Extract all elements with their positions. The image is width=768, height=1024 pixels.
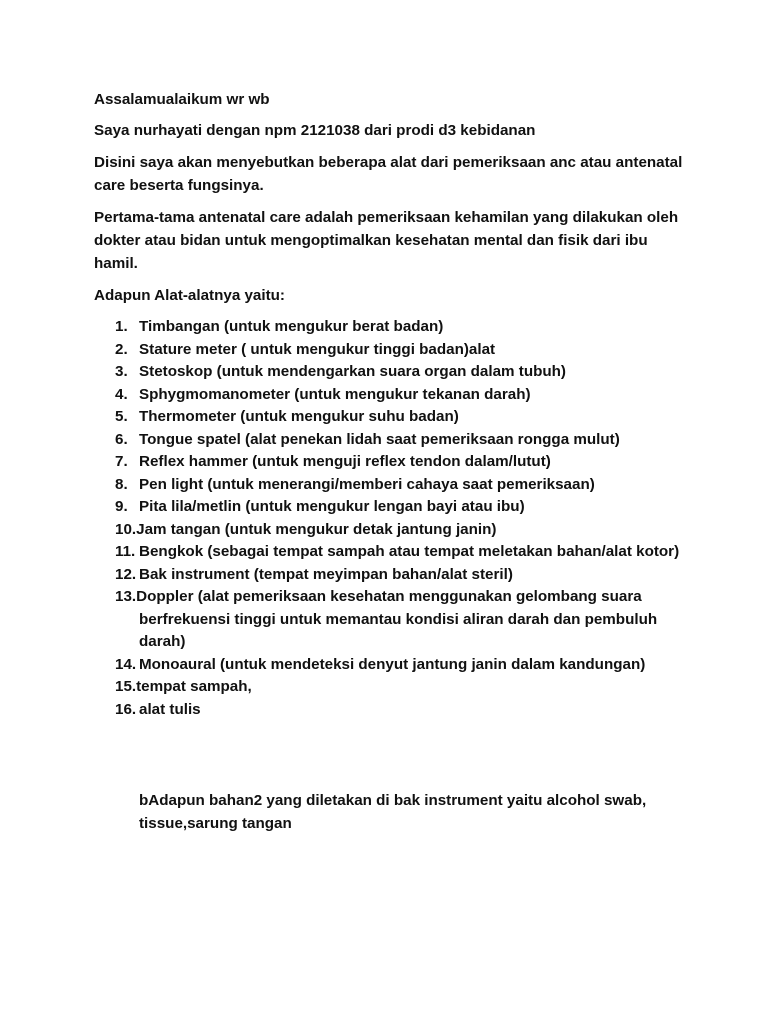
list-item-text: Jam tangan (untuk mengukur detak jantung janin) xyxy=(136,520,497,538)
list-item-number: 5. xyxy=(115,408,128,425)
list-item xyxy=(94,586,684,654)
definition-paragraph: Pertama-tama antenatal care adalah pemeriksaan kehamilan yang dilakukan oleh dokter atau bidan untuk mengoptimalkan kesehatan mental dan fisik dari ibu hamil. xyxy=(94,209,679,272)
list-item-text: Pita lila/metlin (untuk mengukur lengan bayi atau ibu) xyxy=(139,498,525,515)
list-item xyxy=(94,541,684,564)
list-item-number: 4. xyxy=(115,385,128,403)
list-item-text: Pen light (untuk menerangi/memberi cahaya saat pemeriksaan) xyxy=(139,475,595,493)
list-heading: Adapun Alat-alatnya yaitu: xyxy=(94,287,285,304)
list-item-text: alat tulis xyxy=(139,700,201,718)
list-item xyxy=(94,429,684,452)
list-item-text: Bak instrument (tempat meyimpan bahan/alat steril) xyxy=(139,565,513,583)
list-item-text: Timbangan (untuk mengukur berat badan) xyxy=(139,318,444,335)
list-item-number: 2. xyxy=(115,340,128,358)
list-item-number: 6. xyxy=(115,430,128,448)
list-item-text: Thermometer (untuk mengukur suhu badan) xyxy=(139,408,459,425)
list-item-text: Stature meter ( untuk mengukur tinggi badan)alat xyxy=(139,340,496,358)
list-item-text: Reflex hammer (untuk menguji reflex tendon dalam/lutut) xyxy=(139,453,551,470)
list-item xyxy=(94,564,684,587)
list-item-text: Doppler (alat pemeriksaan kesehatan menggunakan gelombang suara berfrekuensi tinggi untuk memantau kondisi aliran darah dan pembuluh darah) xyxy=(136,588,658,650)
list-item xyxy=(94,654,684,677)
list-item-number: 14. xyxy=(115,655,137,673)
list-item xyxy=(94,406,684,429)
list-item xyxy=(94,316,684,339)
list-item-number: 11. xyxy=(115,543,136,560)
list-item xyxy=(94,496,684,519)
list-item-number: 13. xyxy=(115,588,137,605)
list-item-number: 7. xyxy=(115,453,128,470)
list-item-number: 8. xyxy=(115,475,128,493)
list-item xyxy=(94,676,684,699)
list-item-text: Tongue spatel (alat penekan lidah saat pemeriksaan rongga mulut) xyxy=(139,430,620,448)
purpose-paragraph: Disini saya akan menyebutkan beberapa alat dari pemeriksaan anc atau antenatal care beserta fungsinya. xyxy=(94,154,683,194)
list-item xyxy=(94,699,684,722)
list-item xyxy=(94,474,684,497)
list-item-number: 10. xyxy=(115,520,137,538)
list-item-text: Monoaural (untuk mendeteksi denyut jantung janin dalam kandungan) xyxy=(139,655,646,673)
list-item xyxy=(94,361,684,384)
list-item xyxy=(94,519,684,542)
equipment-list xyxy=(94,316,684,721)
list-item-number: 9. xyxy=(115,498,128,515)
closing-paragraph: bAdapun bahan2 yang diletakan di bak instrument yaitu alcohol swab, tissue,sarung tangan xyxy=(139,792,647,832)
list-item xyxy=(94,384,684,407)
list-item xyxy=(94,451,684,474)
list-item xyxy=(94,339,684,362)
list-item-number: 16. xyxy=(115,700,137,718)
list-item-text: Bengkok (sebagai tempat sampah atau tempat meletakan bahan/alat kotor) xyxy=(139,543,680,560)
list-item-number: 1. xyxy=(115,318,128,335)
list-item-number: 3. xyxy=(115,363,128,380)
list-item-text: Stetoskop (untuk mendengarkan suara organ dalam tubuh) xyxy=(139,363,566,380)
greeting-text: Assalamualaikum wr wb xyxy=(94,91,270,108)
list-item-text: tempat sampah, xyxy=(136,678,252,695)
list-item-text: Sphygmomanometer (untuk mengukur tekanan darah) xyxy=(139,385,531,403)
list-item-number: 12. xyxy=(115,565,137,583)
intro-text: Saya nurhayati dengan npm 2121038 dari prodi d3 kebidanan xyxy=(94,122,536,139)
list-item-number: 15. xyxy=(115,678,137,695)
